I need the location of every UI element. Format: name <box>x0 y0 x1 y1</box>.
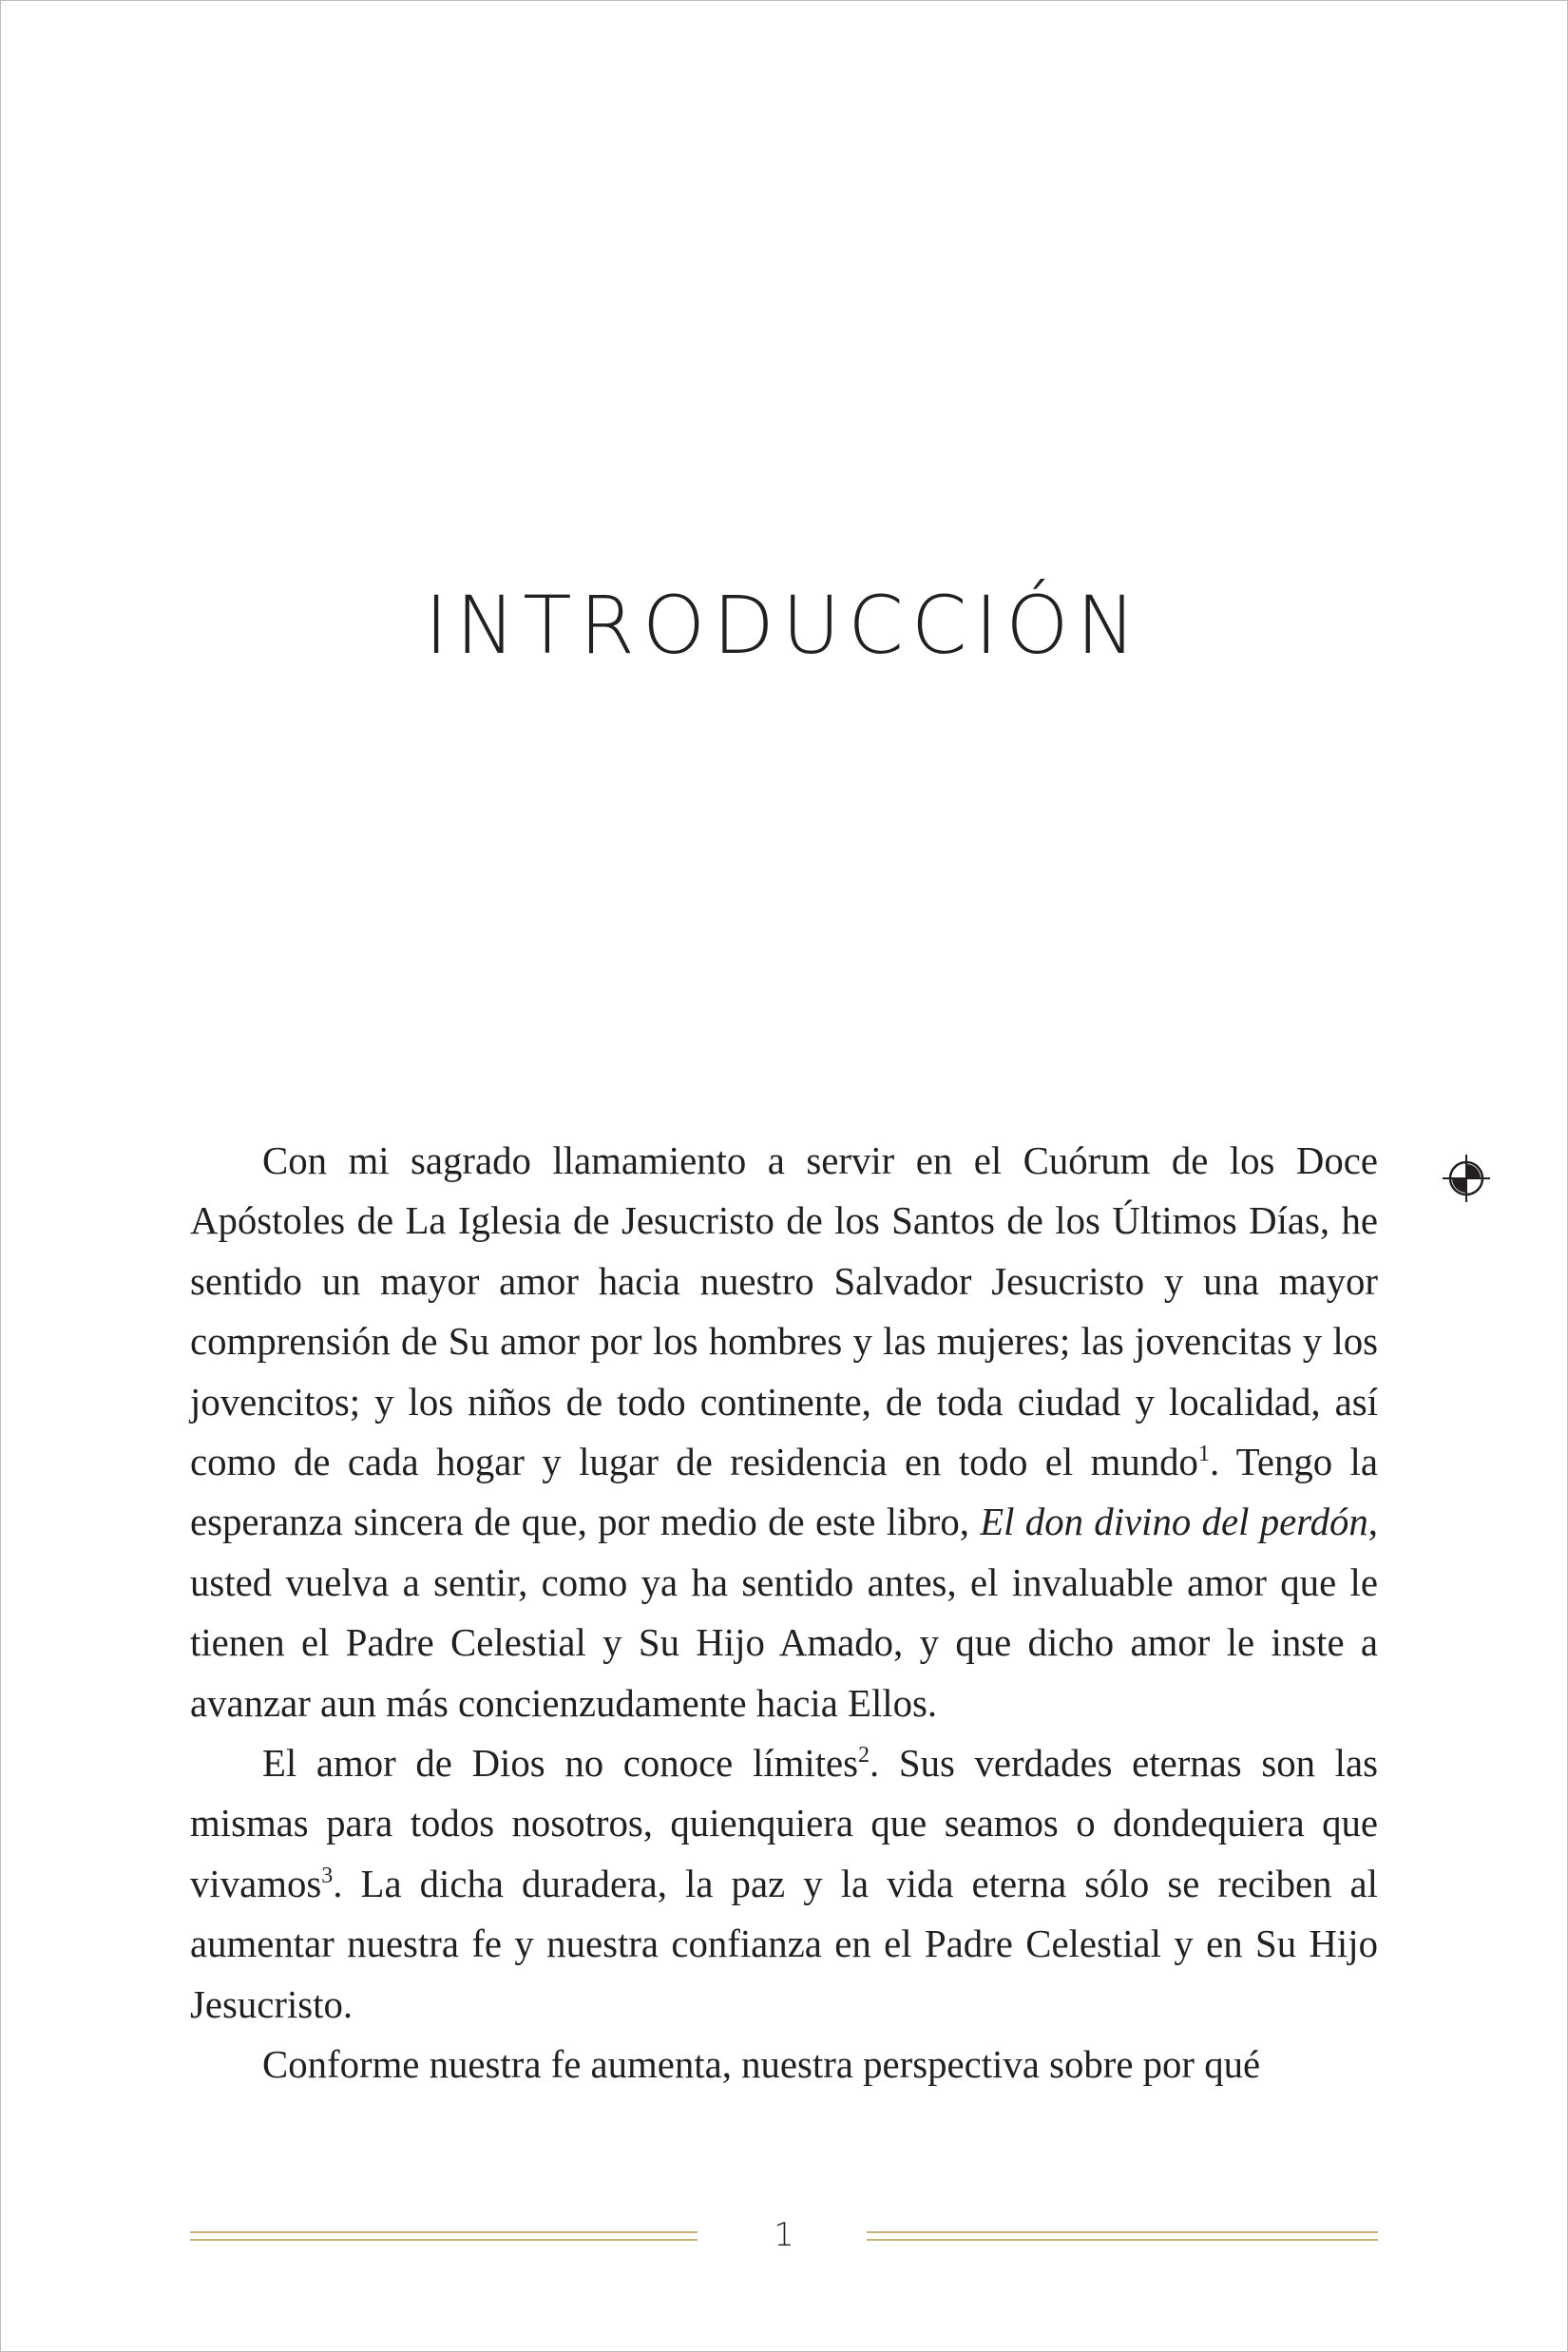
paragraph-3 <box>190 2035 1378 2094</box>
paragraph-2 <box>190 1733 1378 2035</box>
page-number: 1 <box>774 2216 794 2254</box>
book-title: El don divino del perdón <box>980 1501 1368 1544</box>
footnote-ref-3[interactable]: 3 <box>321 1863 334 1888</box>
registration-mark-icon <box>1441 1153 1492 1204</box>
paragraph-2-text-c: . La dicha duradera, la paz y la vida eterna sólo se reciben al aumentar nuestra fe y nuestra confianza en el Padre Celestial y en Su Hijo Jesucristo. <box>190 1862 1378 2026</box>
footnote-ref-2[interactable]: 2 <box>858 1743 870 1769</box>
footnote-ref-1[interactable]: 1 <box>1197 1442 1210 1467</box>
footer-rule-left <box>190 2229 698 2243</box>
footer-rule-right <box>867 2229 1378 2243</box>
paragraph-1-text-a: Con mi sagrado llamamiento a servir en el Cuórum de los Doce Apóstoles de La Iglesia de Jesucristo de los Santos de los Últimos Días, he sentido un mayor amor hacia nuestro Salvador Jesucristo y una mayor comprensión de Su amor por los hombres y las mujeres; las jovencitas y los jovencitos; y los niños de todo continente, de toda ciudad y localidad, así como de cada hogar y lugar de residencia en todo el mundo <box>190 1139 1378 1484</box>
paragraph-1-text-c: , usted vuelva a sentir, como ya ha sentido antes, el invaluable amor que le tienen el Padre Celestial y Su Hijo Amado, y que dicho amor le inste a avanzar aun más concienzudamente hacia Ellos. <box>190 1501 1378 1725</box>
chapter-title: INTRODUCCIÓN <box>424 579 1144 672</box>
paragraph-3-text: Conforme nuestra fe aumenta, nuestra perspectiva sobre por qué <box>262 2043 1261 2087</box>
paragraph-1 <box>190 1131 1378 1733</box>
paragraph-1-text-b: . Tengo la esperanza sincera de que, por medio de este libro, <box>190 1441 1378 1544</box>
body-text <box>190 1131 1378 2095</box>
paragraph-2-text-b: . Sus verdades eternas son las mismas para todos nosotros, quienquiera que seamos o dondequiera que vivamos <box>190 1742 1378 1905</box>
paragraph-2-text-a: El amor de Dios no conoce límites <box>262 1742 859 1786</box>
